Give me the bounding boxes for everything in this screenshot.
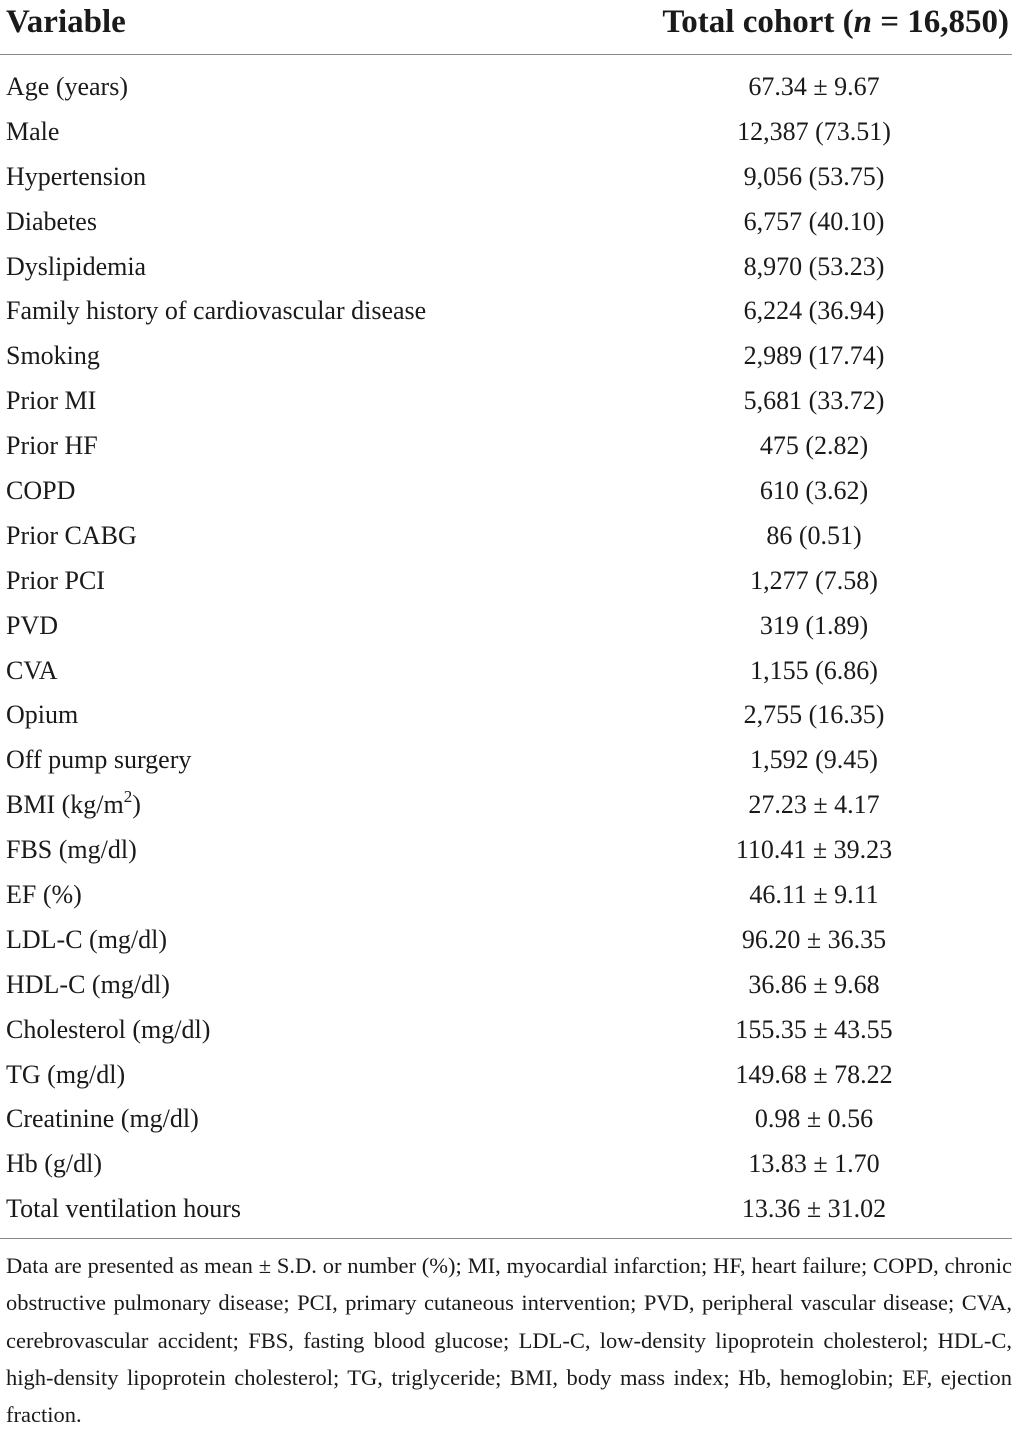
row-value: 6,757 (40.10): [743, 206, 885, 236]
row-variable: [6, 738, 191, 782]
row-variable-text: FBS (mg/dl): [6, 835, 137, 865]
table-row: [0, 289, 1017, 334]
row-value: 12,387 (73.51): [737, 116, 891, 146]
row-variable-text: Prior HF: [6, 431, 98, 461]
row-variable: [6, 379, 96, 423]
table-header: [0, 0, 1017, 50]
table-row: [0, 334, 1017, 379]
table-row: [0, 110, 1017, 155]
table-row: [0, 469, 1017, 514]
row-variable: [6, 559, 105, 603]
table-footnote: Data are presented as mean ± S.D. or number (%); MI, myocardial infarction; HF, heart failure; COPD, chronic obstructive pulmonary disease; PCI, primary cutaneous intervention; PVD, peripheral vascular disease; CVA, cerebrovascular accident; FBS, fasting blood glucose; LDL-C, low-density lipoprotein cholesterol; HDL-C, high-density lipoprotein cholesterol; TG, triglyceride; BMI, body mass index; Hb, hemoglobin; EF, ejection fraction.: [6, 1253, 1012, 1428]
table-row: [0, 245, 1017, 290]
table-row: [0, 424, 1017, 469]
row-value: 96.20 ± 36.35: [741, 924, 887, 954]
header-total-suffix: = 16,850): [871, 4, 1009, 40]
row-variable: [6, 65, 128, 109]
row-variable: [6, 289, 426, 333]
row-value: 610 (3.62): [759, 476, 869, 506]
table-row: [0, 649, 1017, 694]
row-variable: [6, 245, 146, 289]
row-variable-text: Cholesterol (mg/dl): [6, 1014, 211, 1044]
row-value: 46.11 ± 9.11: [749, 880, 879, 910]
row-variable-text: Creatinine (mg/dl): [6, 1104, 199, 1134]
row-value: 67.34 ± 9.67: [748, 72, 880, 101]
row-value: 8,970 (53.23): [743, 251, 885, 281]
row-value: 0.98 ± 0.56: [754, 1104, 874, 1134]
row-value: 2,755 (16.35): [743, 700, 885, 730]
row-value: 319 (1.89): [759, 610, 869, 640]
row-value: 149.68 ± 78.22: [735, 1059, 893, 1089]
row-value: 155.35 ± 43.55: [735, 1014, 893, 1044]
row-variable-text: Dyslipidemia: [6, 251, 147, 281]
table-row: [0, 1053, 1017, 1098]
table-row: [0, 783, 1017, 828]
row-value: 9,056 (53.75): [743, 161, 885, 191]
table-row: [0, 604, 1017, 649]
row-value: 1,277 (7.58): [750, 565, 878, 595]
row-value: 475 (2.82): [759, 431, 869, 461]
row-variable-text: CVA: [6, 655, 58, 685]
row-variable-text: Opium: [6, 700, 79, 730]
row-variable-text: Off pump surgery: [6, 745, 192, 775]
table-row: [0, 1097, 1017, 1142]
table-body: [0, 65, 1017, 1232]
row-value: 86 (0.51): [766, 520, 862, 550]
row-variable-tail: ): [132, 790, 141, 820]
row-variable: [6, 828, 137, 872]
row-value: 2,989 (17.74): [743, 341, 885, 371]
row-variable-text: Age (years): [6, 72, 128, 101]
row-variable: [6, 200, 97, 244]
table-row: [0, 738, 1017, 783]
row-variable-text: Total ventilation hours: [6, 1194, 242, 1224]
row-variable-text: HDL-C (mg/dl): [6, 969, 170, 999]
row-variable: [6, 110, 59, 154]
row-variable-text: BMI (kg/m: [6, 790, 124, 820]
row-variable: [6, 649, 58, 693]
header-total-cohort: [662, 2, 1009, 42]
row-variable-text: Family history of cardiovascular disease: [6, 296, 427, 326]
row-variable-text: TG (mg/dl): [6, 1059, 126, 1089]
row-variable: [6, 693, 78, 737]
row-value: 5,681 (33.72): [743, 386, 885, 416]
row-value: 27.23 ± 4.17: [748, 790, 880, 820]
row-value: 1,592 (9.45): [750, 745, 878, 775]
table-row: [0, 200, 1017, 245]
table-row: [0, 379, 1017, 424]
row-variable: [6, 873, 82, 917]
row-variable: [6, 334, 100, 378]
row-variable-text: Male: [6, 116, 60, 146]
table-row: [0, 963, 1017, 1008]
table-row: [0, 1187, 1017, 1232]
row-variable: [6, 1053, 125, 1097]
row-variable: [6, 514, 137, 558]
table-row: [0, 1142, 1017, 1187]
table-row: [0, 873, 1017, 918]
table-row: [0, 155, 1017, 200]
row-variable-text: Hypertension: [6, 161, 147, 191]
table-row: [0, 918, 1017, 963]
row-variable-text: PVD: [6, 610, 59, 640]
row-variable: [6, 783, 141, 827]
row-value: 13.83 ± 1.70: [748, 1149, 880, 1179]
row-value: 13.36 ± 31.02: [741, 1194, 887, 1224]
table-row: [0, 1008, 1017, 1053]
row-variable: [6, 469, 75, 513]
row-variable: [6, 1187, 241, 1231]
row-variable: [6, 424, 98, 468]
row-variable-text: Diabetes: [6, 206, 97, 236]
row-variable-superscript: 2: [123, 786, 133, 806]
table-row: [0, 828, 1017, 873]
row-value: 110.41 ± 39.23: [735, 835, 893, 865]
row-variable: [6, 155, 146, 199]
table-bottom-rule: [0, 1238, 1012, 1239]
row-variable-text: Smoking: [6, 341, 100, 371]
table-row: [0, 693, 1017, 738]
row-variable-text: EF (%): [6, 880, 82, 910]
row-variable: [6, 918, 167, 962]
row-variable-text: Prior MI: [6, 386, 97, 416]
row-variable: [6, 963, 170, 1007]
header-variable: Variable: [6, 4, 126, 40]
row-variable: [6, 1097, 199, 1141]
table-row: [0, 65, 1017, 110]
row-value: 1,155 (6.86): [750, 655, 878, 685]
row-variable: [6, 1142, 102, 1186]
header-total-n: n: [853, 4, 872, 40]
row-value: 36.86 ± 9.68: [748, 969, 880, 999]
row-value: 6,224 (36.94): [743, 296, 885, 326]
row-variable-text: Prior PCI: [6, 565, 105, 595]
row-variable-text: Hb (g/dl): [6, 1149, 103, 1179]
header-total-prefix: Total cohort (: [662, 4, 854, 40]
row-variable-text: COPD: [6, 476, 76, 506]
row-variable-text: LDL-C (mg/dl): [6, 924, 168, 954]
header-rule: [0, 54, 1012, 55]
table-row: [0, 559, 1017, 604]
table-row: [0, 514, 1017, 559]
row-variable: [6, 1008, 210, 1052]
row-variable: [6, 604, 58, 648]
row-variable-text: Prior CABG: [6, 520, 137, 550]
